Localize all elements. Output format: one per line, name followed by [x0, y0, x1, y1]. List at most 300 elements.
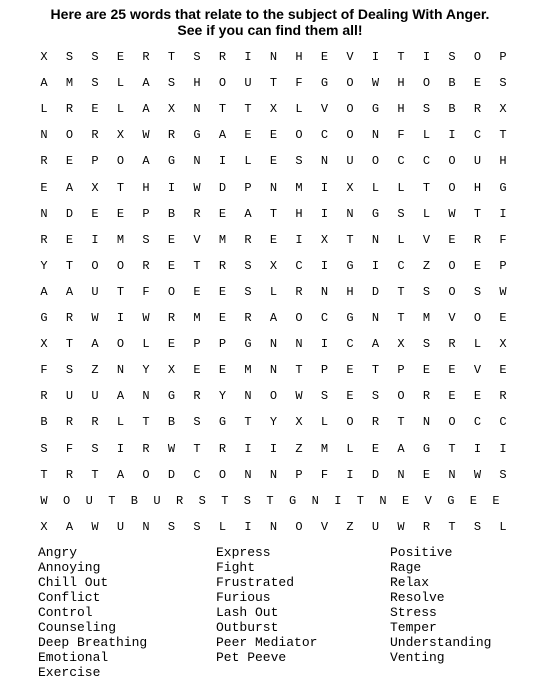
grid-letter: F: [142, 284, 150, 299]
grid-letter: I: [320, 180, 329, 195]
word-list-item: Angry: [38, 545, 78, 560]
grid-letter: B: [167, 415, 176, 430]
word-list-item: Frustrated: [216, 575, 295, 590]
grid-letter: R: [218, 258, 227, 273]
grid-letter: E: [40, 180, 48, 195]
word-list-column-3: [390, 545, 491, 665]
grid-letter: A: [371, 337, 380, 352]
grid-letter: L: [116, 102, 125, 117]
grid-letter: T: [116, 284, 125, 299]
grid-letter: W: [397, 519, 405, 534]
word-list-item: Rage: [390, 560, 422, 575]
puzzle-subtitle: See if you can find them all!: [177, 22, 363, 38]
grid-letter: N: [269, 50, 278, 64]
grid-letter: I: [116, 311, 125, 325]
grid-letter: O: [448, 258, 456, 273]
grid-letter: B: [40, 415, 48, 430]
word-list-item: Counseling: [38, 620, 117, 635]
grid-letter: T: [193, 258, 201, 273]
grid-letter: N: [346, 206, 354, 221]
grid-letter: O: [65, 128, 74, 143]
grid-letter: E: [244, 128, 252, 143]
grid-letter: O: [218, 76, 227, 91]
grid-letter: R: [65, 467, 74, 482]
grid-letter: U: [371, 519, 380, 534]
grid-letter: N: [320, 154, 329, 169]
grid-letter: E: [320, 50, 329, 64]
word-list-item: Outburst: [216, 620, 279, 635]
grid-letter: G: [499, 180, 507, 195]
grid-letter: P: [499, 50, 507, 64]
grid-letter: U: [473, 154, 482, 169]
grid-letter: P: [320, 363, 329, 378]
word-list-item: Peer Mediator: [216, 635, 318, 650]
grid-letter: S: [320, 389, 329, 404]
grid-letter: O: [295, 128, 303, 143]
grid-letter: G: [244, 337, 252, 352]
grid-letter: C: [346, 337, 354, 352]
grid-letter: T: [142, 415, 150, 430]
grid-letter: E: [65, 232, 74, 247]
grid-letter: O: [371, 154, 380, 169]
grid-letter: T: [371, 363, 380, 378]
grid-letter: E: [346, 389, 354, 404]
grid-letter: T: [221, 493, 229, 508]
grid-letter: C: [295, 258, 303, 273]
grid-letter: E: [218, 284, 227, 299]
grid-letter: V: [346, 50, 354, 64]
grid-letter: T: [193, 441, 201, 456]
grid-letter: T: [116, 180, 125, 195]
grid-letter: A: [65, 180, 74, 195]
grid-letter: V: [193, 232, 201, 247]
grid-letter: N: [269, 467, 278, 482]
grid-letter: M: [295, 180, 303, 195]
grid-letter: V: [320, 102, 329, 117]
grid-letter: E: [167, 258, 176, 273]
grid-letter: H: [295, 206, 303, 221]
grid-letter: Y: [40, 258, 48, 273]
grid-letter: I: [218, 154, 227, 169]
grid-letter: A: [65, 519, 74, 534]
grid-letter: W: [142, 128, 150, 143]
grid-letter: C: [499, 415, 507, 430]
grid-letter: R: [422, 389, 431, 404]
grid-letter: L: [218, 519, 227, 534]
grid-letter: H: [499, 154, 507, 169]
grid-letter: I: [320, 206, 329, 221]
grid-letter: R: [218, 50, 227, 64]
grid-letter: B: [448, 102, 456, 117]
grid-letter: I: [116, 441, 125, 456]
grid-letter: I: [244, 50, 252, 64]
grid-letter: E: [218, 206, 227, 221]
grid-letter: D: [65, 206, 74, 221]
grid-letter: D: [371, 284, 380, 299]
grid-letter: B: [167, 206, 176, 221]
grid-letter: E: [91, 206, 99, 221]
grid-letter: Y: [269, 415, 278, 430]
grid-letter: X: [269, 102, 278, 117]
grid-letter: E: [218, 311, 227, 325]
grid-letter: R: [473, 102, 482, 117]
grid-letter: W: [40, 493, 48, 508]
grid-letter: G: [167, 389, 176, 404]
grid-letter: W: [499, 284, 507, 299]
grid-letter: O: [473, 50, 482, 64]
grid-letter: S: [65, 363, 74, 378]
grid-letter: T: [422, 180, 431, 195]
grid-letter: N: [142, 519, 150, 534]
grid-letter: L: [473, 337, 482, 352]
word-list-item: Pet Peeve: [216, 650, 287, 665]
grid-letter: X: [499, 337, 507, 352]
grid-letter: I: [244, 441, 252, 456]
grid-letter: T: [65, 258, 74, 273]
grid-letter: R: [65, 311, 74, 325]
grid-letter: E: [448, 389, 456, 404]
grid-letter: N: [422, 415, 431, 430]
grid-letter: U: [346, 154, 354, 169]
grid-letter: R: [40, 389, 48, 404]
grid-letter: I: [499, 441, 507, 456]
grid-letter: H: [397, 102, 405, 117]
grid-letter: R: [91, 128, 99, 143]
grid-letter: N: [379, 493, 387, 508]
grid-letter: R: [65, 415, 74, 430]
grid-letter: P: [295, 467, 303, 482]
grid-letter: I: [422, 50, 431, 64]
grid-letter: X: [320, 232, 329, 247]
grid-letter: S: [499, 76, 507, 91]
grid-letter: Z: [91, 363, 99, 378]
grid-letter: E: [65, 154, 74, 169]
grid-letter: C: [422, 154, 431, 169]
grid-letter: E: [269, 128, 278, 143]
grid-letter: T: [91, 467, 99, 482]
grid-letter: I: [244, 519, 252, 534]
grid-letter: I: [371, 258, 380, 273]
grid-letter: U: [91, 284, 99, 299]
grid-letter: U: [153, 493, 161, 508]
grid-letter: U: [91, 389, 99, 404]
grid-letter: R: [91, 415, 99, 430]
grid-letter: T: [40, 467, 48, 482]
grid-letter: A: [116, 467, 125, 482]
grid-letter: M: [116, 232, 125, 247]
grid-letter: O: [167, 284, 176, 299]
grid-letter: C: [473, 128, 482, 143]
grid-letter: O: [397, 389, 405, 404]
grid-letter: X: [91, 180, 99, 195]
grid-letter: E: [448, 232, 456, 247]
grid-letter: T: [295, 363, 303, 378]
grid-letter: W: [371, 76, 380, 91]
grid-letter: L: [244, 154, 252, 169]
grid-letter: G: [40, 311, 48, 325]
grid-letter: F: [40, 363, 48, 378]
grid-letter: C: [473, 415, 482, 430]
grid-letter: W: [142, 311, 150, 325]
grid-letter: T: [397, 415, 405, 430]
grid-letter: M: [244, 363, 252, 378]
grid-letter: X: [269, 258, 278, 273]
grid-letter: L: [40, 102, 48, 117]
grid-letter: W: [91, 519, 99, 534]
grid-letter: P: [91, 154, 99, 169]
grid-letter: P: [218, 337, 227, 352]
grid-letter: L: [422, 206, 431, 221]
puzzle-title: Here are 25 words that relate to the subject of Dealing With Anger.: [50, 6, 490, 22]
grid-letter: C: [320, 311, 329, 325]
grid-letter: W: [193, 180, 201, 195]
word-list-column-2: [216, 545, 317, 665]
grid-letter: B: [448, 76, 456, 91]
grid-letter: T: [397, 50, 405, 64]
grid-letter: I: [371, 50, 380, 64]
grid-letter: E: [269, 232, 278, 247]
grid-letter: S: [422, 337, 431, 352]
word-list-item: Resolve: [390, 590, 445, 605]
grid-letter: R: [244, 311, 252, 325]
grid-letter: T: [448, 519, 456, 534]
grid-letter: G: [193, 128, 201, 143]
grid-letter: X: [167, 102, 176, 117]
grid-letter: N: [244, 389, 252, 404]
grid-letter: S: [198, 493, 206, 508]
grid-letter: U: [244, 76, 252, 91]
grid-letter: S: [65, 50, 74, 64]
grid-letter: V: [320, 519, 329, 534]
grid-letter: S: [448, 50, 456, 64]
grid-letter: O: [91, 258, 99, 273]
grid-letter: T: [346, 232, 354, 247]
grid-letter: N: [116, 363, 125, 378]
grid-letter: E: [346, 363, 354, 378]
grid-letter: L: [397, 232, 405, 247]
grid-letter: X: [40, 337, 48, 352]
grid-letter: N: [142, 389, 150, 404]
grid-letter: E: [469, 493, 477, 508]
word-list-item: Fight: [216, 560, 256, 575]
grid-letter: M: [65, 76, 74, 91]
grid-letter: T: [356, 493, 364, 508]
grid-letter: L: [142, 337, 150, 352]
grid-letter: B: [130, 493, 138, 508]
grid-letter: C: [193, 467, 201, 482]
grid-letter: T: [269, 206, 278, 221]
grid-letter: Z: [295, 441, 303, 456]
grid-letter: D: [371, 467, 380, 482]
grid-letter: E: [167, 232, 176, 247]
grid-letter: R: [40, 154, 48, 169]
grid-letter: R: [193, 206, 201, 221]
grid-letter: E: [91, 102, 99, 117]
grid-letter: G: [346, 311, 354, 325]
grid-letter: I: [167, 180, 176, 195]
grid-letter: T: [218, 102, 227, 117]
grid-letter: F: [397, 128, 405, 143]
grid-letter: G: [320, 76, 329, 91]
word-list-item: Positive: [390, 545, 453, 560]
grid-letter: S: [473, 284, 482, 299]
grid-letter: L: [320, 415, 329, 430]
grid-letter: M: [218, 232, 227, 247]
grid-letter: Y: [218, 389, 227, 404]
grid-letter: L: [116, 415, 125, 430]
grid-letter: H: [346, 284, 354, 299]
grid-letter: F: [65, 441, 74, 456]
grid-letter: S: [91, 50, 99, 64]
grid-letter: O: [448, 154, 456, 169]
grid-letter: F: [320, 467, 329, 482]
grid-letter: S: [167, 76, 176, 91]
grid-letter: I: [320, 337, 329, 352]
grid-letter: S: [295, 154, 303, 169]
word-list-item: Express: [216, 545, 271, 560]
grid-letter: E: [401, 493, 410, 508]
grid-letter: I: [295, 232, 303, 247]
grid-letter: E: [193, 363, 201, 378]
grid-letter: S: [422, 102, 431, 117]
grid-letter: L: [499, 519, 507, 534]
grid-letter: O: [448, 415, 456, 430]
grid-letter: S: [142, 232, 150, 247]
grid-letter: A: [397, 441, 405, 456]
grid-letter: R: [40, 232, 48, 247]
grid-letter: N: [244, 467, 252, 482]
grid-letter: N: [371, 232, 380, 247]
grid-letter: T: [167, 50, 176, 64]
grid-letter: E: [422, 467, 431, 482]
word-list-column-1: [38, 545, 147, 680]
grid-letter: E: [116, 50, 125, 64]
grid-letter: S: [397, 206, 405, 221]
grid-letter: S: [91, 441, 99, 456]
grid-letter: E: [473, 258, 482, 273]
grid-letter: S: [167, 519, 176, 534]
grid-letter: C: [397, 154, 405, 169]
grid-letter: N: [269, 337, 278, 352]
grid-letter: N: [269, 519, 278, 534]
grid-letter: R: [218, 441, 227, 456]
grid-letter: N: [448, 467, 456, 482]
grid-letter: C: [320, 128, 329, 143]
grid-letter: N: [371, 128, 380, 143]
grid-letter: W: [295, 389, 303, 404]
grid-letter: G: [371, 206, 380, 221]
grid-letter: P: [499, 258, 507, 273]
grid-letter: L: [422, 128, 431, 143]
word-list-item: Lash Out: [216, 605, 279, 620]
grid-letter: O: [116, 258, 125, 273]
grid-letter: H: [473, 180, 482, 195]
grid-letter: T: [269, 76, 278, 91]
grid-letter: R: [65, 102, 74, 117]
word-list-item: Control: [38, 605, 93, 620]
grid-letter: H: [295, 50, 303, 64]
grid-letter: A: [40, 284, 48, 299]
grid-letter: A: [142, 76, 150, 91]
grid-letter: O: [295, 311, 303, 325]
grid-letter: A: [142, 102, 150, 117]
grid-letter: M: [422, 311, 431, 325]
grid-letter: O: [218, 467, 227, 482]
grid-letter: Z: [346, 519, 354, 534]
grid-letter: P: [397, 363, 405, 378]
grid-letter: G: [422, 441, 431, 456]
grid-letter: N: [295, 337, 303, 352]
grid-letter: T: [65, 337, 74, 352]
grid-letter: N: [193, 102, 201, 117]
grid-letter: N: [269, 363, 278, 378]
grid-letter: I: [346, 467, 354, 482]
grid-letter: S: [422, 284, 431, 299]
grid-letter: R: [142, 441, 150, 456]
word-list-item: Chill Out: [38, 575, 109, 590]
grid-letter: N: [193, 154, 201, 169]
grid-letter: L: [116, 76, 125, 91]
grid-letter: S: [193, 415, 201, 430]
grid-letter: N: [269, 180, 278, 195]
grid-letter: A: [142, 154, 150, 169]
word-list-item: Venting: [390, 650, 445, 665]
grid-letter: C: [397, 258, 405, 273]
grid-letter: H: [397, 76, 405, 91]
grid-letter: E: [492, 493, 500, 508]
grid-letter: G: [447, 493, 455, 508]
grid-letter: O: [448, 284, 456, 299]
grid-letter: S: [243, 493, 251, 508]
grid-letter: L: [371, 180, 380, 195]
grid-letter: W: [448, 206, 456, 221]
grid-letter: O: [422, 76, 431, 91]
grid-letter: N: [397, 467, 405, 482]
grid-letter: N: [311, 493, 319, 508]
grid-letter: U: [85, 493, 93, 508]
grid-letter: N: [371, 311, 380, 325]
grid-letter: I: [334, 493, 342, 508]
grid-letter: L: [269, 284, 278, 299]
grid-letter: X: [40, 50, 48, 64]
grid-letter: H: [142, 180, 150, 195]
grid-letter: X: [397, 337, 405, 352]
grid-letter: N: [320, 284, 329, 299]
grid-letter: A: [218, 128, 227, 143]
grid-letter: I: [448, 128, 456, 143]
grid-letter: E: [499, 363, 507, 378]
word-list-item: Furious: [216, 590, 271, 605]
word-list-item: Emotional: [38, 650, 109, 665]
grid-letter: L: [397, 180, 405, 195]
grid-letter: E: [193, 284, 201, 299]
grid-letter: T: [473, 206, 482, 221]
grid-letter: S: [499, 467, 507, 482]
grid-letter: P: [193, 337, 201, 352]
grid-letter: A: [269, 311, 278, 325]
word-list-item: Annoying: [38, 560, 101, 575]
grid-letter: R: [473, 232, 482, 247]
grid-letter: E: [167, 337, 176, 352]
grid-letter: O: [346, 102, 354, 117]
grid-letter: R: [167, 128, 176, 143]
grid-letter: A: [40, 76, 48, 91]
grid-letter: T: [448, 441, 456, 456]
grid-letter: O: [62, 493, 71, 508]
grid-letter: T: [266, 493, 274, 508]
grid-letter: R: [193, 389, 201, 404]
grid-letter: V: [422, 232, 431, 247]
